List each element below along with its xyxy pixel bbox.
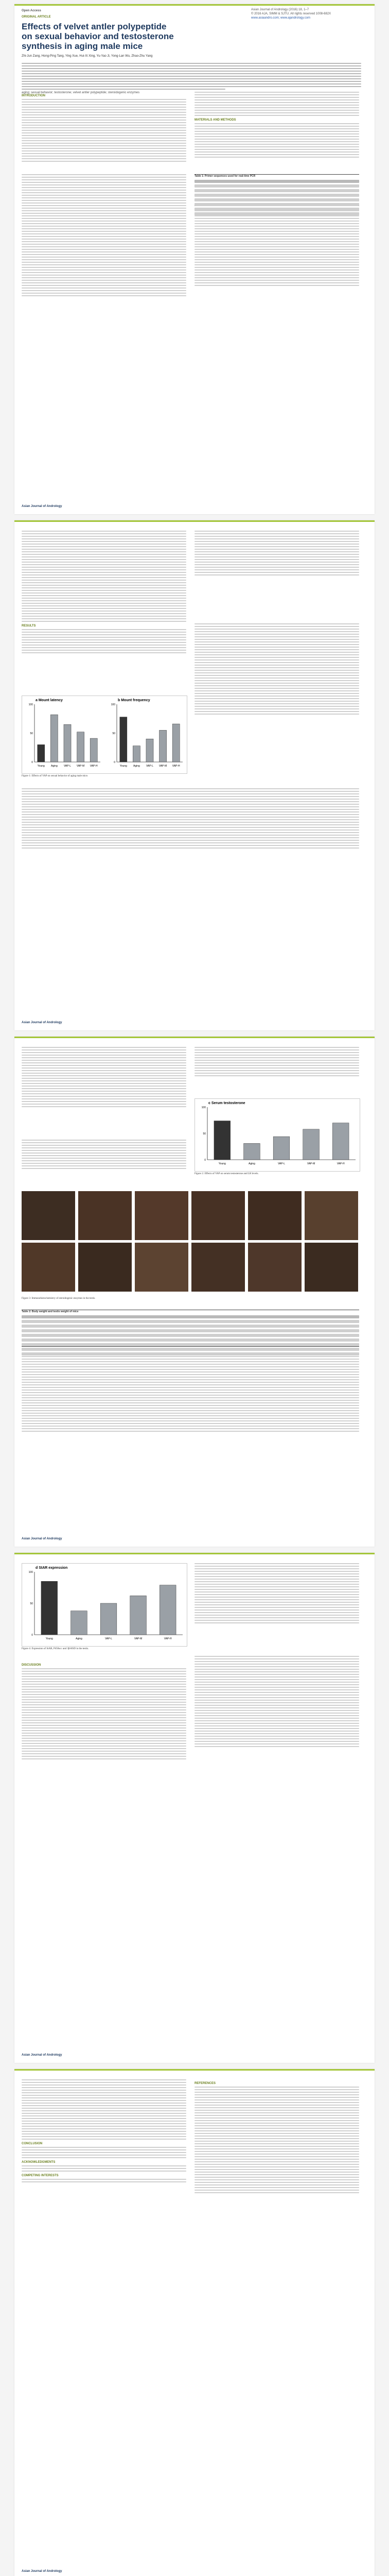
page-5-footer: Asian Journal of Andrology [22,2570,62,2573]
x-tick-label: VAP-M [134,1637,143,1640]
figure-4-caption: Figure 4: Expression of StAR, P450scc and 3β-HSD in the testis. [22,1648,89,1650]
conclusion-heading: CONCLUSION [22,2142,43,2145]
x-tick-label: Aging [76,1637,82,1640]
page-1-footer: Asian Journal of Andrology [22,505,62,508]
page-4 [14,1553,375,2063]
top-accent-band [14,520,375,522]
table-1-title: Table 1: Primer sequences used for real-time PCR [194,175,256,178]
chart-bar [77,732,84,762]
p4-left [22,1661,186,1761]
chart-bar [160,1585,176,1635]
figure-3-micrographs [22,1191,359,1294]
chart-bar [38,744,45,762]
y-tick-label: 50 [112,732,115,735]
page-4-footer: Asian Journal of Andrology [22,2054,62,2057]
page-3 [14,1037,375,1547]
x-tick-label: VAP-H [164,1637,172,1640]
section-label: ORIGINAL ARTICLE [22,15,51,19]
intro-column [22,92,186,163]
x-tick-label: Young [37,765,45,768]
page-2-footer: Asian Journal of Andrology [22,1021,62,1024]
chart-bar [172,724,180,762]
x-tick-label: VAP-L [277,1162,286,1165]
y-tick-label: 0 [31,761,33,764]
references-column [194,2079,359,2195]
open-access-label: Open Access [22,9,41,12]
y-tick-label: 100 [28,703,33,706]
p2-right-lower [194,623,359,716]
chart-bar [332,1123,349,1160]
figure-4-panel [22,1563,187,1647]
x-tick-label: Aging [51,765,58,768]
p2-bottom [22,788,359,850]
competing-heading: COMPETING INTERESTS [22,2174,59,2177]
discussion-heading: DISCUSSION [22,1664,41,1667]
chart-bar [50,715,58,762]
author-list: Zhi-Jun Zang, Hong-Ping Tang, Ying Xue, Hui-Xi Xing, Yu-Yao Ji, Yong-Lan Wu, Zhao-Zhu Yang [22,55,153,58]
x-tick-label: Aging [133,765,140,768]
p3-bottom [22,1356,359,1433]
chart-bar [120,717,127,762]
x-tick-label: VAP-H [90,765,98,768]
x-tick-label: VAP-H [337,1162,345,1165]
body-left [22,174,186,298]
methods-heading: MATERIALS AND METHODS [194,118,236,122]
chart-bar [100,1603,117,1635]
figure-2-chart [195,1099,360,1171]
journal-copyright: © 2016 AJA, SIMM & SJTU. All rights reserved 1008-682X [251,12,331,15]
p3-left-lower [22,1140,186,1171]
introduction-heading: INTRODUCTION [22,94,45,97]
page-2 [14,520,375,1030]
references-heading: REFERENCES [194,2082,216,2085]
chart-bar [273,1137,290,1160]
x-tick-label: VAP-L [104,1637,113,1640]
p3-right [194,1047,359,1078]
chart-bar [41,1581,58,1635]
x-tick-label: Young [45,1637,53,1640]
figure-3-caption: Figure 3: Immunohistochemistry of steroidogenic enzymes in the testis. [22,1297,96,1300]
figure-4-chart [22,1564,187,1646]
y-tick-label: 50 [30,1602,33,1605]
y-tick-label: 0 [114,761,115,764]
x-tick-label: Aging [249,1162,255,1165]
chart-bar [71,1611,87,1635]
figure-1-panel [22,696,187,774]
acknowledgments-heading: ACKNOWLEDGMENTS [22,2161,56,2164]
top-accent-band [14,2069,375,2071]
figure-2-panel [194,1098,360,1172]
chart-bar [160,730,167,762]
p2-right [194,531,359,577]
results-heading: RESULTS [22,624,36,628]
x-tick-label: VAP-M [76,765,85,768]
top-accent-band [14,1037,375,1038]
x-tick-label: VAP-M [158,765,167,768]
p2-left [22,531,186,655]
abstract-block [22,63,361,94]
chart-bar [130,1596,147,1635]
page-3-footer: Asian Journal of Andrology [22,1537,62,1540]
x-tick-label: VAP-L [146,765,154,768]
page-1 [14,4,375,514]
x-tick-label: VAP-M [307,1162,315,1165]
chart-bar [64,724,71,762]
x-tick-label: VAP-L [63,765,72,768]
y-tick-label: 50 [203,1132,206,1136]
top-accent-band [14,4,375,6]
figure-1-chart [22,696,187,773]
body-right [194,210,359,287]
chart-bar [133,746,140,762]
p4-right-lower [194,1656,359,1749]
y-tick-label: 100 [111,703,115,706]
chart-bar [146,739,153,762]
table-2 [22,1310,359,1347]
x-tick-label: Young [218,1162,226,1165]
y-tick-label: 100 [28,1571,33,1574]
p5-left [22,2079,186,2184]
chart-title: a Mount latency [36,699,63,702]
journal-url[interactable]: www.asiaandro.com; www.ajandrology.com [251,16,310,20]
table-2-title: Table 2: Body weight and testis weight of mice [22,1310,79,1313]
journal-citation: Asian Journal of Andrology (2016) 18, 1–7 [251,8,309,11]
y-tick-label: 0 [204,1159,206,1162]
y-tick-label: 100 [201,1106,206,1109]
chart-bar [244,1143,260,1160]
table-1 [194,174,359,206]
p4-right [194,1563,359,1625]
y-tick-label: 50 [30,732,33,735]
x-tick-label: VAP-H [172,765,180,768]
chart-bar [303,1129,320,1160]
chart-title: c Serum testosterone [208,1101,245,1105]
figure-2-caption: Figure 2: Effects of VAP on serum testosterone and LH levels. [194,1173,259,1175]
chart-bar [214,1121,231,1160]
top-accent-band [14,1553,375,1554]
figure-1-caption: Figure 1: Effects of VAP on sexual behavior of aging male mice. [22,775,89,777]
intro-column-right [194,92,359,159]
chart-bar [90,738,97,762]
keywords: aging; sexual behavior; testosterone; velvet antler polypeptide; steroidogenic enzymes [22,91,140,94]
article-title: Effects of velvet antler polypeptide on sexual behavior and testosterone synthesis in aging male mice [22,22,174,51]
page-5 [14,2069,375,2576]
y-tick-label: 0 [31,1634,33,1637]
p3-left [22,1047,186,1109]
x-tick-label: Young [119,765,127,768]
chart-title: d StAR expression [36,1566,68,1570]
chart-title: b Mount frequency [118,699,150,702]
